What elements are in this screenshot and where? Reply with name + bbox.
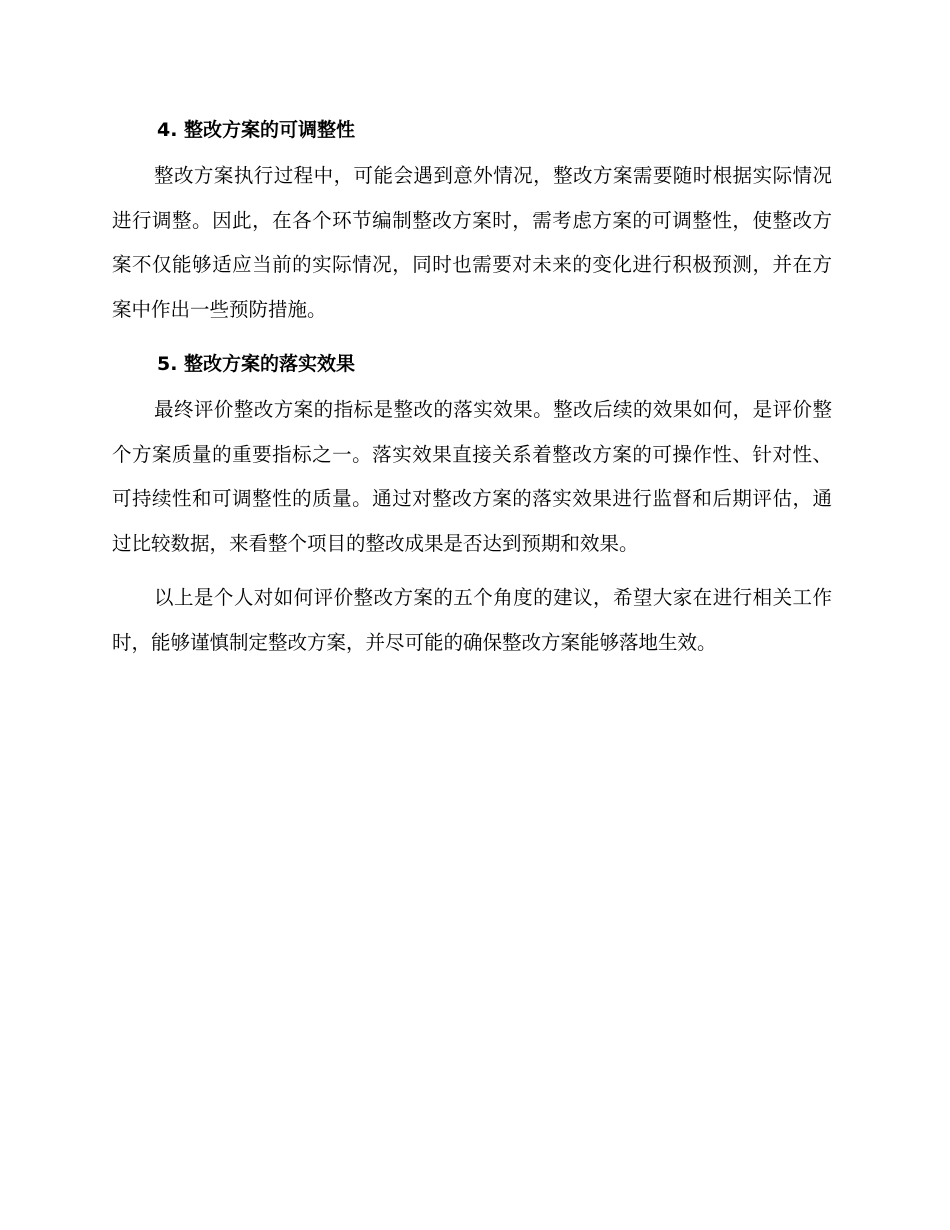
section-5-heading: 5. 整改方案的落实效果 [157,353,356,375]
section-4-heading: 4. 整改方案的可调整性 [157,119,356,141]
section-4-paragraph: 整改方案执行过程中，可能会遇到意外情况，整改方案需要随时根据实际情况进行调整。因此，在各个环节编制整改方案时，需考虑方案的可调整性，使整改方案不仅能够适应当前的实际情况，同时也需要对未来的变化进行积极预测，并在方案中作出一些预防措施。 [112,164,832,321]
closing-paragraph: 以上是个人对如何评价整改方案的五个角度的建议，希望大家在进行相关工作时，能够谨慎制定整改方案，并尽可能的确保整改方案能够落地生效。 [112,586,832,654]
section-5-paragraph: 最终评价整改方案的指标是整改的落实效果。整改后续的效果如何，是评价整个方案质量的重要指标之一。落实效果直接关系着整改方案的可操作性、针对性、可持续性和可调整性的质量。通过对整改方案的落实效果进行监督和后期评估，通过比较数据，来看整个项目的整改成果是否达到预期和效果。 [112,398,832,555]
document-body [112,108,832,665]
